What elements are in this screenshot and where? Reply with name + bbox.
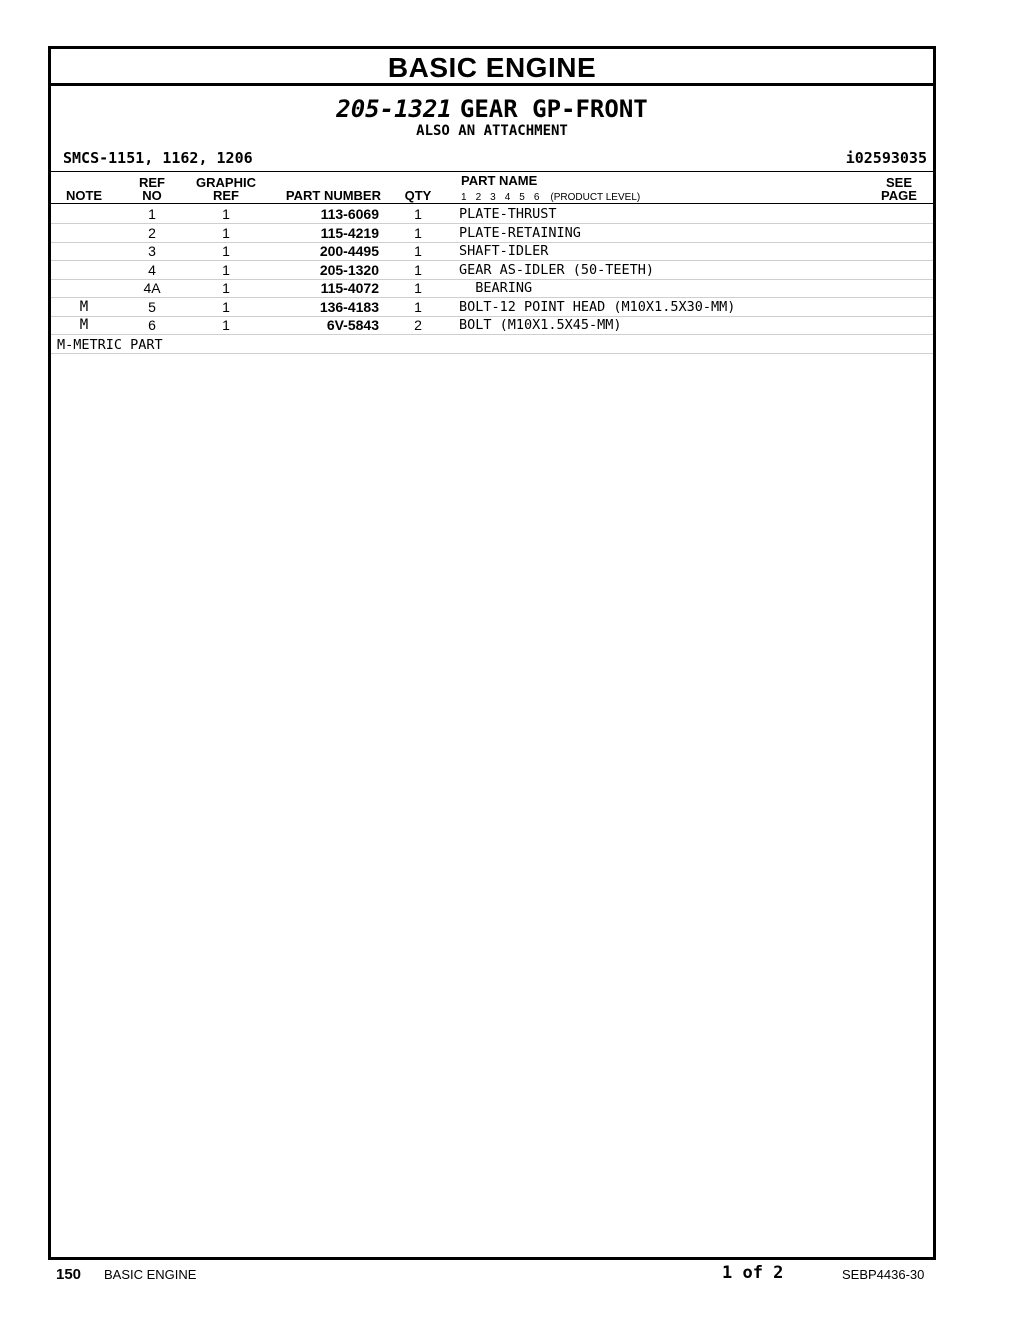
column-see-top: SEE <box>885 175 912 190</box>
row-graphic-ref: 1 <box>222 261 230 278</box>
table-row <box>51 279 933 298</box>
row-part-name: GEAR AS-IDLER (50-TEETH) <box>459 261 655 278</box>
group-title <box>51 95 933 123</box>
table-row <box>51 298 933 317</box>
row-part-number: 136-4183 <box>319 298 379 315</box>
row-part-number: 115-4219 <box>320 224 379 241</box>
table-row <box>51 261 933 280</box>
row-qty: 1 <box>414 261 422 278</box>
row-part-name: SHAFT-IDLER <box>459 243 549 259</box>
product-level-3: 3 <box>490 192 496 203</box>
product-level-label: (PRODUCT LEVEL) <box>550 192 641 203</box>
parts-page-frame <box>48 46 936 1260</box>
row-part-name: BEARING <box>459 280 533 296</box>
row-qty: 1 <box>414 224 422 241</box>
row-part-number: 200-4495 <box>319 243 379 259</box>
row-part-name: BOLT (M10X1.5X45-MM) <box>459 317 622 333</box>
row-qty: 1 <box>414 243 422 259</box>
product-level-2: 2 <box>475 192 482 203</box>
footer-page-number: 150 <box>56 1266 82 1283</box>
footer-section: BASIC ENGINE <box>104 1267 197 1282</box>
table-row <box>51 242 933 261</box>
column-see-bottom: PAGE <box>881 188 917 203</box>
column-graphic-top: GRAPHIC <box>196 175 256 190</box>
row-part-name: PLATE-THRUST <box>459 206 557 222</box>
product-level-4: 4 <box>504 192 511 203</box>
row-ref: 5 <box>148 298 156 315</box>
product-level-1: 1 <box>461 192 467 203</box>
row-ref: 4 <box>148 261 156 278</box>
row-note: M <box>79 317 89 333</box>
group-note: ALSO AN ATTACHMENT <box>416 123 568 139</box>
column-ref-bottom: NO <box>142 188 162 203</box>
header-divider <box>51 171 933 172</box>
row-ref: 6 <box>148 317 156 333</box>
row-qty: 2 <box>414 317 422 333</box>
row-graphic-ref: 1 <box>222 206 230 222</box>
column-graphic-bottom: REF <box>213 188 239 203</box>
table-row <box>51 224 933 243</box>
table-row <box>51 205 933 224</box>
row-graphic-ref: 1 <box>222 243 230 259</box>
illustration-id: i02593035 <box>845 149 927 167</box>
metric-footnote: M-METRIC PART <box>57 337 163 353</box>
table-header-divider <box>51 203 933 204</box>
column-qty: QTY <box>404 188 432 203</box>
group-number: 205-1321 <box>336 95 452 123</box>
product-level-5: 5 <box>519 192 525 203</box>
footer-doc-id: SEBP4436-30 <box>842 1267 925 1282</box>
row-ref: 3 <box>148 243 156 259</box>
column-note: NOTE <box>65 188 103 203</box>
product-level-6: 6 <box>533 192 540 203</box>
row-qty: 1 <box>414 280 422 296</box>
row-qty: 1 <box>414 206 422 222</box>
section-title: BASIC ENGINE <box>51 49 933 86</box>
column-part-name: PART NAME <box>461 173 538 188</box>
row-graphic-ref: 1 <box>222 317 230 333</box>
group-name: GEAR GP-FRONT <box>459 95 648 123</box>
row-part-name: BOLT-12 POINT HEAD (M10X1.5X30-MM) <box>459 298 736 315</box>
footer-page-of: 1 of 2 <box>722 1263 784 1283</box>
row-graphic-ref: 1 <box>222 224 230 241</box>
row-graphic-ref: 1 <box>222 280 230 296</box>
column-part-number: PART NUMBER <box>285 188 381 203</box>
row-part-number: 115-4072 <box>320 280 379 296</box>
row-graphic-ref: 1 <box>222 298 230 315</box>
row-ref: 4A <box>143 280 161 296</box>
row-note: M <box>79 298 89 315</box>
column-ref-top: REF <box>139 175 165 190</box>
smcs-codes: SMCS-1151, 1162, 1206 <box>63 149 253 167</box>
footnote-divider <box>51 353 933 354</box>
row-part-number: 205-1320 <box>319 261 379 278</box>
row-ref: 1 <box>148 206 156 222</box>
row-part-number: 6V-5843 <box>326 317 379 333</box>
row-part-name: PLATE-RETAINING <box>459 224 581 241</box>
table-row <box>51 316 933 335</box>
row-qty: 1 <box>414 298 422 315</box>
row-part-number: 113-6069 <box>320 206 379 222</box>
row-ref: 2 <box>148 224 156 241</box>
